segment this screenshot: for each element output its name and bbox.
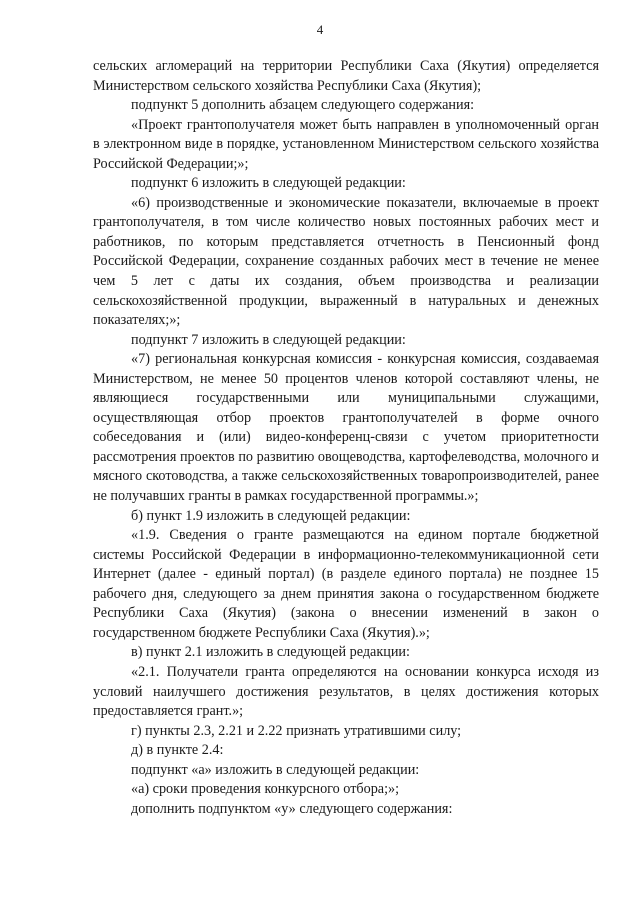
paragraph-4: подпункт 6 изложить в следующей редакции: [131, 175, 406, 192]
paragraph-3: «Проект грантополучателя может быть направлен в уполномоченный орган в электронном виде в порядке, установленном Министерством сельского хозяйства Российской Федерации;»; [93, 116, 599, 172]
paragraph-2: подпункт 5 дополнить абзацем следующего содержания: [131, 97, 475, 114]
paragraph-11: «2.1. Получатели гранта определяются на основании конкурса исходя из условий наилучшего достижения результатов, в целях достижения которых предоставляется грант.»; [93, 663, 599, 720]
paragraph-5: «6) производственные и экономические показатели, включаемые в проект грантополучателя, в том числе количество новых постоянных рабочих мест и работников, по которым представляется отчетность в Пенсионный фонд Российской Федерации, сохранение созданных рабочих мест в течение не менее чем 5 лет с даты их создания, объем производства и реализации сельскохозяйственной продукции, выраженный в натуральных и денежных показателях;»; [93, 194, 599, 329]
paragraph-9: «1.9. Сведения о гранте размещаются на едином портале бюджетной системы Российской Федерации в информационно-телекоммуникационной сети Интернет (далее - единый портал) (в разделе единого портала) не позднее 15 рабочего дня, следующего за днем принятия закона о государственном бюджете Республики Саха (Якутия) (закона о внесении изменений в закон о государственном бюджете Республики Саха (Якутия).»; [93, 527, 599, 641]
document-body [93, 57, 599, 819]
paragraph-14: подпункт «а» изложить в следующей редакции: [131, 761, 420, 778]
paragraph-12: г) пункты 2.3, 2.21 и 2.22 признать утратившими силу; [131, 722, 462, 739]
paragraph-8: б) пункт 1.9 изложить в следующей редакции: [131, 507, 411, 524]
paragraph-15: «а) сроки проведения конкурсного отбора;»; [131, 781, 400, 798]
paragraph-10: в) пункт 2.1 изложить в следующей редакции: [131, 644, 410, 661]
paragraph-13: д) в пункте 2.4: [131, 742, 224, 759]
paragraph-1: сельских агломераций на территории Республики Саха (Якутия) определяется Министерством сельского хозяйства Республики Саха (Якутия); [93, 58, 599, 94]
paragraph-16: дополнить подпунктом «у» следующего содержания: [131, 800, 453, 817]
paragraph-6: подпункт 7 изложить в следующей редакции: [131, 331, 406, 348]
page-number: 4 [316, 22, 324, 37]
paragraph-7: «7) региональная конкурсная комиссия - конкурсная комиссия, создаваемая Министерством, не менее 50 процентов членов которой составляют члены, не являющиеся государственными или муниципальными служащими, осуществляющая отбор проектов грантополучателей в форме очного собеседования и (или) видео-конференц-связи с учетом приоритетности рассмотрения проектов по развитию овощеводства, картофелеводства, молочного и мясного скотоводства, а также сельскохозяйственных товаропроизводителей, ранее не получавших гранты в рамках государственной программы.»; [93, 351, 599, 505]
